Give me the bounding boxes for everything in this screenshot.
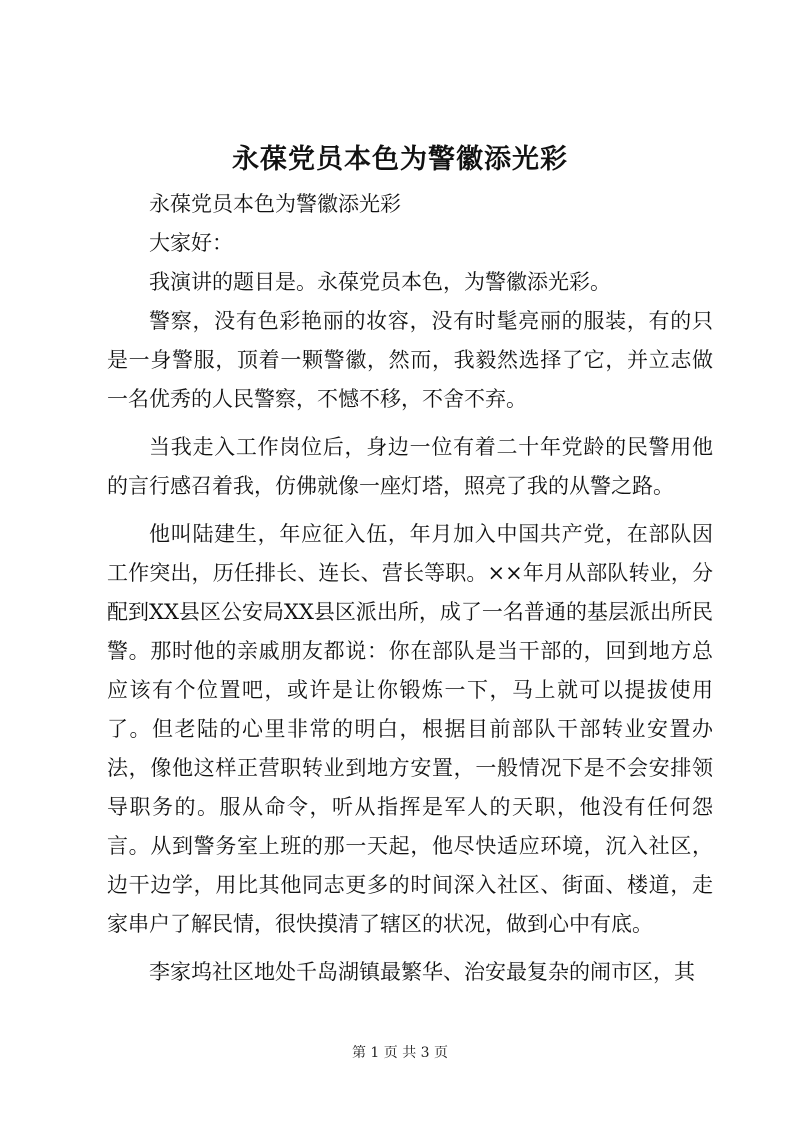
body-paragraph: 警察，没有色彩艳丽的妆容，没有时髦亮丽的服装，有的只是一身警服，顶着一颗警徽，然而，我毅然选择了它，并立志做一名优秀的人民警察，不憾不移，不舍不弃。 <box>107 309 713 411</box>
document-title: 永葆党员本色为警徽添光彩 <box>232 144 568 175</box>
page-number-footer: 第 1 页 共 3 页 <box>351 1045 449 1061</box>
subtitle-paragraph: 永葆党员本色为警徽添光彩 <box>149 192 401 216</box>
intro-paragraph: 我演讲的题目是。永葆党员本色，为警徽添光彩。 <box>149 270 611 294</box>
document-body <box>107 185 713 992</box>
greeting-paragraph: 大家好： <box>149 231 233 255</box>
body-paragraph: 李家坞社区地处千岛湖镇最繁华、治安最复杂的闹市区，其 <box>149 960 695 984</box>
body-paragraph: 他叫陆建生，年应征入伍，年月加入中国共产党，在部队因工作突出，历任排长、连长、营长等职。××年月从部队转业，分配到XX县区公安局XX县区派出所，成了一名普通的基层派出所民警。那时他的亲戚朋友都说：你在部队是当干部的，回到地方总应该有个位置吧，或许是让你锻炼一下，马上就可以提拔使用了。但老陆的心里非常的明白，根据目前部队干部转业安置办法，像他这样正营职转业到地方安置，一般情况下是不会安排领导职务的。服从命令，听从指挥是军人的天职，他没有任何怨言。从到警务室上班的那一天起，他尽快适应环境，沉入社区，边干边学，用比其他同志更多的时间深入社区、街面、楼道，走家串户了解民情，很快摸清了辖区的状况，做到心中有底。 <box>107 522 713 936</box>
body-paragraph: 当我走入工作岗位后，身边一位有着二十年党龄的民警用他的言行感召着我，仿佛就像一座灯塔，照亮了我的从警之路。 <box>107 435 713 498</box>
